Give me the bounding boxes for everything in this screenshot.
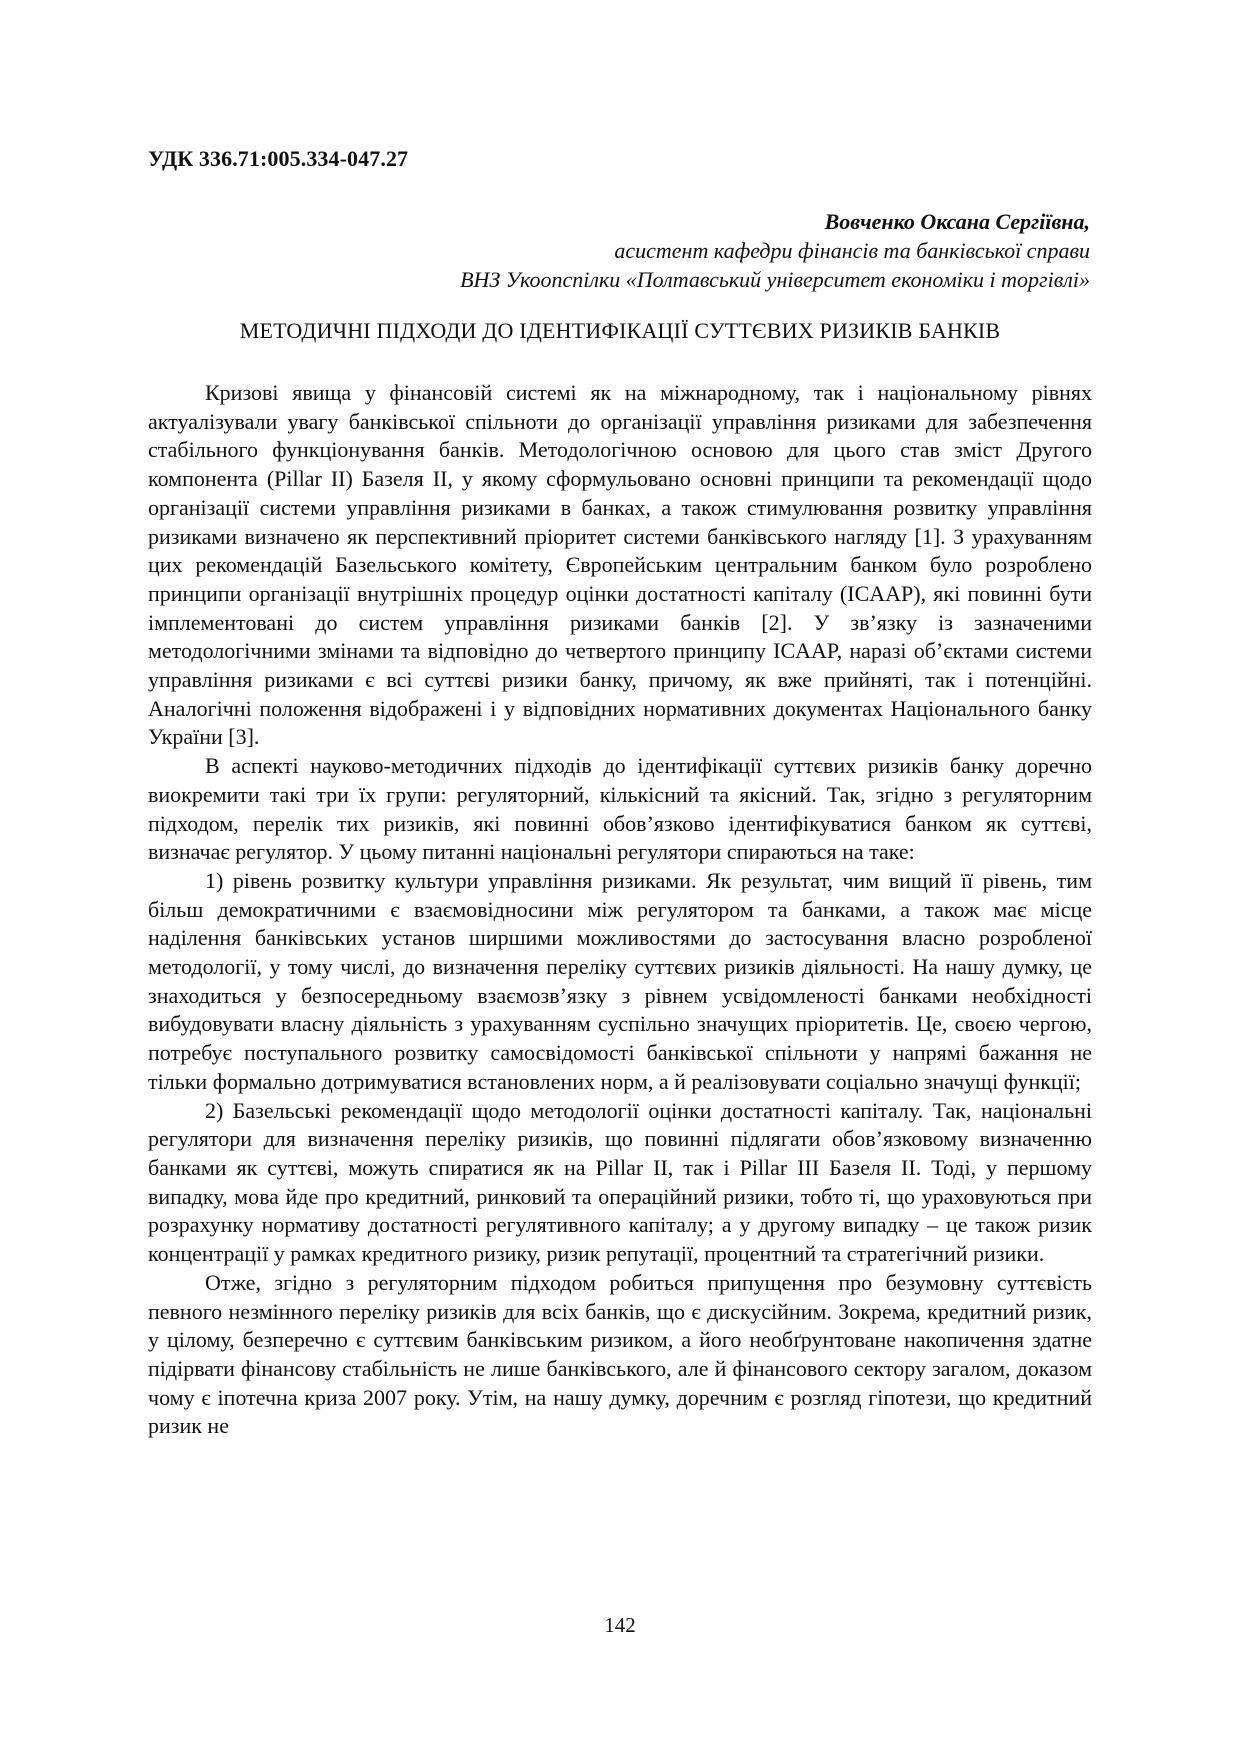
paragraph: Кризові явища у фінансовій системі як на міжнародному, так і національному рівнях актуалізували увагу банківської спільноти до організації управління ризиками для забезпечення стабільного функціонування банків. Методологічною основою для цього став зміст Другого компонента (Pillar II) Базеля II, у якому сформульовано основні принципи та рекомендації щодо організації системи управління ризиками в банках, а також стимулювання розвитку управління ризиками визначено як перспективний пріоритет системи банківського нагляду [1]. З урахуванням цих рекомендацій Базельського комітету, Європейським центральним банком було розроблено принципи організації внутрішніх процедур оцінки достатності капіталу (ICAAP), які повинні бути імплементовані до систем управління ризиками банків [2]. У зв’язку із зазначеними методологічними змінами та відповідно до четвертого принципу ICAAP, наразі об’єктами системи управління ризиками є всі суттєві ризики банку, причому, як вже прийняті, так і потенційні. Аналогічні положення відображені і у відповідних нормативних документах Національного банку України [3]. (148, 380, 1092, 750)
list-item-paragraph: 1) рівень розвитку культури управління ризиками. Як результат, чим вищий її рівень, тим більш демократичними є взаємовідносини між регулятором та банками, а також має місце наділення банківських установ ширшими можливостями до застосування власно розробленої методології, у тому числі, до визначення переліку суттєвих ризиків діяльності. На нашу думку, це знаходиться у безпосередньому взаємозв’язку з рівнем усвідомленості банками необхідності вибудовувати власну діяльність з урахуванням суспільно значущих пріоритетів. Це, своєю чергою, потребує поступального розвитку самосвідомості банківської спільноти у напрямі бажання не тільки формально дотримуватися встановлених норм, а й реалізовувати соціально значущі функції; (148, 867, 1092, 1094)
author-position: асистент кафедри фінансів та банківської справи (614, 238, 1090, 263)
article-body (148, 379, 1092, 1441)
paragraph: В аспекті науково-методичних підходів до ідентифікації суттєвих ризиків банку доречно виокремити такі три їх групи: регуляторний, кількісний та якісний. Так, згідно з регуляторним підходом, перелік тих ризиків, які повинні обов’язково ідентифікуватися банком як суттєві, визначає регулятор. У цьому питанні національні регулятори спираються на таке: (148, 753, 1092, 865)
list-item-paragraph: 2) Базельські рекомендації щодо методології оцінки достатності капіталу. Так, національні регулятори для визначення переліку ризиків, що повинні підлягати обов’язковому визначенню банками як суттєві, можуть спиратися як на Pillar II, так і Pillar III Базеля II. Тоді, у першому випадку, мова йде про кредитний, ринковий та операційний ризики, тобто ті, що ураховуються при розрахунку нормативу достатності регулятивного капіталу; а у другому випадку – це також ризик концентрації у рамках кредитного ризику, ризик репутації, процентний та стратегічний ризики. (148, 1097, 1092, 1267)
udc-code: УДК 336.71:005.334-047.27 (148, 146, 409, 171)
author-affiliation: ВНЗ Укоопспілки «Полтавський університет економіки і торгівлі» (460, 267, 1090, 292)
page-number: 142 (604, 1613, 636, 1637)
author-block (460, 207, 1090, 294)
article-title: МЕТОДИЧНІ ПІДХОДИ ДО ІДЕНТИФІКАЦІЇ СУТТЄВИХ РИЗИКІВ БАНКІВ (239, 318, 1001, 343)
paragraph: Отже, згідно з регуляторним підходом робиться припущення про безумовну суттєвість певного незмінного переліку ризиків для всіх банків, що є дискусійним. Зокрема, кредитний ризик, у цілому, безперечно є суттєвим банківським ризиком, а його необґрунтоване накопичення здатне підірвати фінансову стабільність не лише банківського, але й фінансового сектору загалом, доказом чому є іпотечна криза 2007 року. Утім, на нашу думку, доречним є розгляд гіпотези, що кредитний ризик не (148, 1269, 1092, 1439)
author-name: Вовченко Оксана Сергіївна, (824, 209, 1090, 234)
